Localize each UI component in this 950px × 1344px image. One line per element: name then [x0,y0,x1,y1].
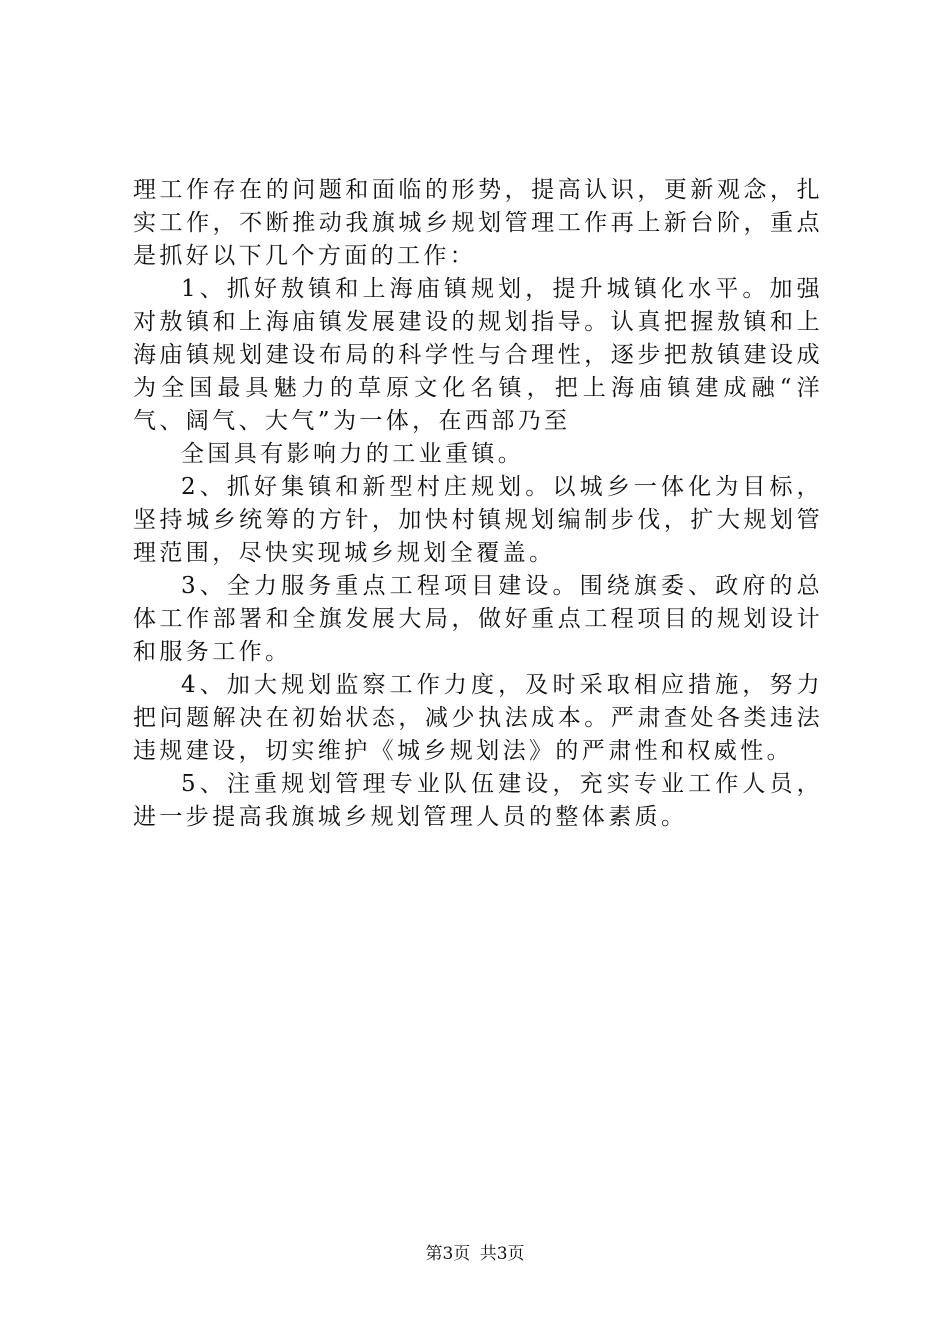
page-footer [0,1243,950,1265]
paragraph-item-3: 3、全力服务重点工程项目建设。围绕旗委、政府的总体工作部署和全旗发展大局，做好重点工程项目的规划设计和服务工作。 [133,573,823,665]
paragraph-item-1: 1、抓好敖镇和上海庙镇规划，提升城镇化水平。加强对敖镇和上海庙镇发展建设的规划指导。认真把握敖镇和上海庙镇规划建设布局的科学性与合理性，逐步把敖镇建设成为全国最具魅力的草原文化名镇，把上海庙镇建成融“洋气、阔气、大气”为一体，在西部乃至 [133,276,823,434]
document-body [133,174,823,834]
page-number: 第3页 [425,1244,471,1264]
page-total: 共3页 [479,1244,525,1264]
paragraph-item-1-continued: 全国具有影响力的工业重镇。 [181,441,525,467]
paragraph-continuation: 理工作存在的问题和面临的形势，提高认识，更新观念，扎实工作，不断推动我旗城乡规划管理工作再上新台阶，重点是抓好以下几个方面的工作： [133,177,823,269]
paragraph-item-4: 4、加大规划监察工作力度，及时采取相应措施，努力把问题解决在初始状态，减少执法成本。严肃查处各类违法违规建设，切实维护《城乡规划法》的严肃性和权威性。 [133,672,823,764]
paragraph-item-2: 2、抓好集镇和新型村庄规划。以城乡一体化为目标，坚持城乡统筹的方针，加快村镇规划编制步伐，扩大规划管理范围，尽快实现城乡规划全覆盖。 [133,474,823,566]
paragraph-item-5: 5、注重规划管理专业队伍建设，充实专业工作人员，进一步提高我旗城乡规划管理人员的整体素质。 [133,771,823,830]
